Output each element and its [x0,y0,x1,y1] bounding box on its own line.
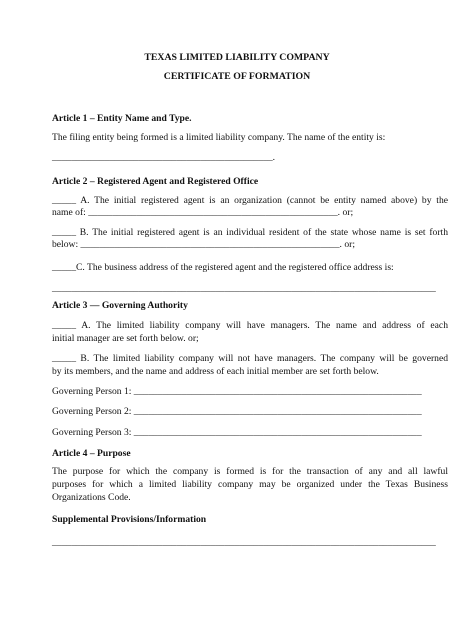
article4-line3: Organizations Code. [52,492,131,503]
article2-option-a-line1: _____ A. The initial registered agent is an organization (cannot be entity named above) by the [52,195,448,206]
article3-heading: Article 3 — Governing Authority [52,300,188,311]
article2-option-b-line2: below: ______________________________________________________. or; [52,239,355,250]
article4-line2: purposes for which a limited liability company may be organized under the Texas Business [52,479,448,490]
article2-option-b-line1: _____ B. The initial registered agent is an individual resident of the state whose name is set forth [52,227,448,238]
article1-text: The filing entity being formed is a limited liability company. The name of the entity is: [52,132,386,143]
article2-heading: Article 2 – Registered Agent and Registered Office [52,176,259,187]
article2-option-c-line1: _____C. The business address of the registered agent and the registered office address is: [52,262,394,273]
supplemental-blank: ________________________________________________________________________________ [52,537,436,548]
article3-option-b-line2: by its members, and the name and address of each initial member are set forth below. [52,366,379,377]
document-title: TEXAS LIMITED LIABILITY COMPANY [144,52,330,63]
governing-person-2-line: Governing Person 2: ____________________________________________________________ [52,406,422,417]
document-subtitle: CERTIFICATE OF FORMATION [163,71,311,82]
supplemental-heading: Supplemental Provisions/Information [52,514,207,525]
governing-person-3-line: Governing Person 3: ____________________________________________________________ [52,427,422,438]
registered-office-address-blank: ________________________________________________________________________________ [52,283,436,294]
article4-heading: Article 4 – Purpose [52,448,131,459]
article1-heading: Article 1 – Entity Name and Type. [52,113,192,124]
governing-person-1-line: Governing Person 1: ____________________________________________________________ [52,386,422,397]
article3-option-b-line1: _____ B. The limited liability company will not have managers. The company will be governed [52,353,448,364]
article2-option-a-line2: name of: ____________________________________________________. or; [52,207,354,218]
entity-name-blank: ______________________________________________. [52,152,276,163]
article3-option-a-line1: _____ A. The limited liability company will have managers. The name and address of each [52,320,448,331]
article3-option-a-line2: initial manager are set forth below. or; [52,333,199,344]
article4-line1: The purpose for which the company is formed is for the transaction of any and all lawful [52,466,448,477]
